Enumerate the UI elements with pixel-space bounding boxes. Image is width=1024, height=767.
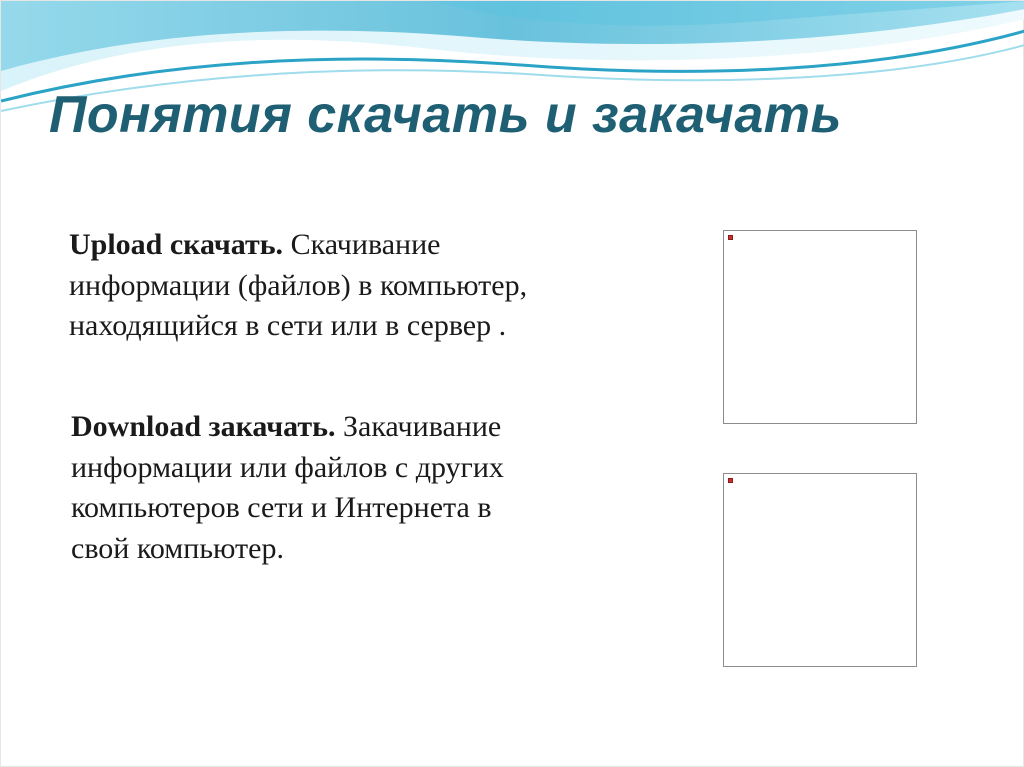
slide-title: Понятия скачать и закачать	[49, 86, 842, 144]
download-paragraph	[71, 407, 511, 569]
image-placeholder-2	[723, 473, 917, 667]
download-description: Закачивание информации или файлов с других компьютеров сети и Интернета в свой компьютер.	[71, 410, 504, 565]
broken-image-icon	[728, 235, 733, 240]
broken-image-icon	[728, 478, 733, 483]
upload-term: Upload скачать.	[69, 228, 284, 261]
image-placeholder-1	[723, 230, 917, 424]
download-term: Download закачать.	[71, 410, 336, 443]
upload-paragraph	[69, 225, 569, 347]
upload-description: Скачивание информации (файлов) в компьютер, находящийся в сети или в сервер .	[69, 228, 528, 342]
